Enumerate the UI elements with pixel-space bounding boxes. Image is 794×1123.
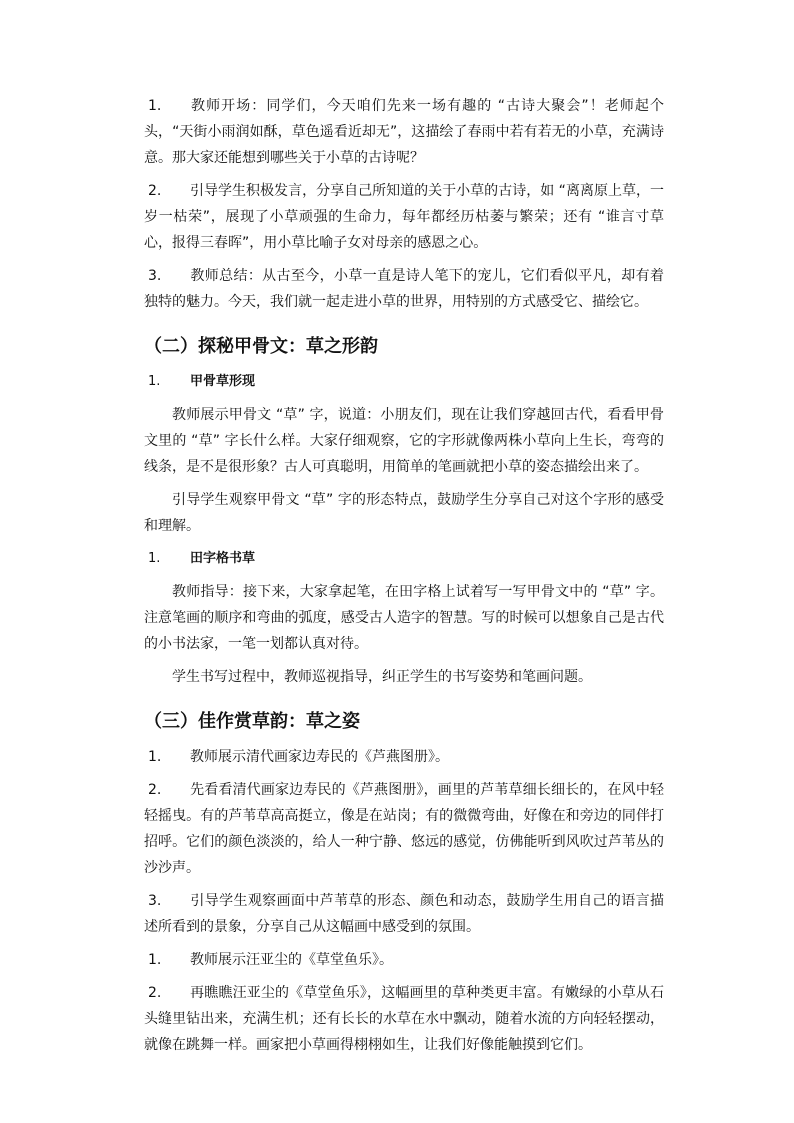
list-number: 2.: [148, 183, 162, 199]
subheading-2: [144, 546, 664, 572]
list-number: 1.: [148, 749, 162, 765]
intro-item-3: [144, 263, 664, 315]
paragraph: 教师展示甲骨文 “草” 字，说道：小朋友们，现在让我们穿越回古代，看看甲骨文里的 “草” 字长什么样。大家仔细观察，它的字形就像两株小草向上生长，弯弯的线条，是不是很形象？古人可真聪明，用简单的笔画就把小草的姿态描绘出来了。: [144, 407, 664, 475]
paragraph: 学生书写过程中，教师巡视指导，纠正学生的书写姿势和笔画问题。: [172, 669, 592, 685]
section3-item: [144, 777, 664, 881]
paragraph-text: 再瞧瞧汪亚尘的《草堂鱼乐》，这幅画里的草种类更丰富。有嫩绿的小草从石头缝里钻出来，充满生机；还有长长的水草在水中飘动，随着水流的方向轻轻摆动，就像在跳舞一样。画家把小草画得栩栩如生，让我们好像能触摸到它们。: [144, 985, 664, 1053]
list-number: 1.: [148, 374, 161, 389]
section-heading-3: （三）佳作赏草韵：草之姿: [144, 711, 360, 732]
paragraph-text: 教师总结：从古至今，小草一直是诗人笔下的宠儿，它们看似平凡，却有着独特的魅力。今天，我们就一起走进小草的世界，用特别的方式感受它、描绘它。: [144, 268, 664, 310]
paragraph-text: 引导学生积极发言，分享自己所知道的关于小草的古诗，如 “离离原上草，一岁一枯荣”，展现了小草顽强的生命力，每年都经历枯萎与繁荣；还有 “谁言寸草心，报得三春晖”，用小草比喻子女对母亲的感恩之心。: [144, 183, 664, 251]
paragraph-text: 引导学生观察画面中芦苇草的形态、颜色和动态，鼓励学生用自己的语言描述所看到的景象，分享自己从这幅画中感受到的氛围。: [144, 893, 664, 935]
subheading-1: [144, 369, 664, 395]
paragraph-text: 教师展示汪亚尘的《草堂鱼乐》。: [190, 952, 393, 968]
list-number: 3.: [148, 268, 162, 284]
list-number: 1.: [148, 551, 161, 566]
section3-item: [144, 947, 664, 973]
document-body: [144, 93, 664, 1058]
section3-item: [144, 980, 664, 1058]
list-number: 3.: [148, 893, 162, 909]
subheading-title: 甲骨草形现: [190, 374, 256, 389]
list-number: 1.: [148, 98, 162, 114]
paragraph: 引导学生观察甲骨文 “草” 字的形态特点，鼓励学生分享自己对这个字形的感受和理解。: [144, 492, 664, 534]
paragraph-text: 教师展示清代画家边寿民的《芦燕图册》。: [190, 749, 449, 765]
intro-item-2: [144, 178, 664, 256]
section3-item: [144, 888, 664, 940]
subheading-title: 田字格书草: [190, 551, 256, 566]
list-number: 2.: [148, 985, 162, 1001]
section-heading-2: （二）探秘甲骨文：草之形韵: [144, 336, 378, 357]
section3-item: [144, 744, 664, 770]
paragraph: 教师指导：接下来，大家拿起笔，在田字格上试着写一写甲骨文中的 “草” 字。注意笔画的顺序和弯曲的弧度，感受古人造字的智慧。写的时候可以想象自己是古代的小书法家，一笔一划都认真对待。: [144, 584, 664, 652]
paragraph-text: 先看看清代画家边寿民的《芦燕图册》，画里的芦苇草细长细长的，在风中轻轻摇曳。有的芦苇草高高挺立，像是在站岗；有的微微弯曲，好像在和旁边的同伴打招呼。它们的颜色淡淡的，给人一种宁静、悠远的感觉，仿佛能听到风吹过芦苇丛的沙沙声。: [144, 782, 664, 876]
paragraph-text: 教师开场：同学们，今天咱们先来一场有趣的 “古诗大聚会”！老师起个头，“天街小雨润如酥，草色遥看近却无”，这描绘了春雨中若有若无的小草，充满诗意。那大家还能想到哪些关于小草的古诗呢？: [144, 98, 664, 166]
list-number: 1.: [148, 952, 162, 968]
intro-item-1: [144, 93, 664, 171]
list-number: 2.: [148, 782, 162, 798]
